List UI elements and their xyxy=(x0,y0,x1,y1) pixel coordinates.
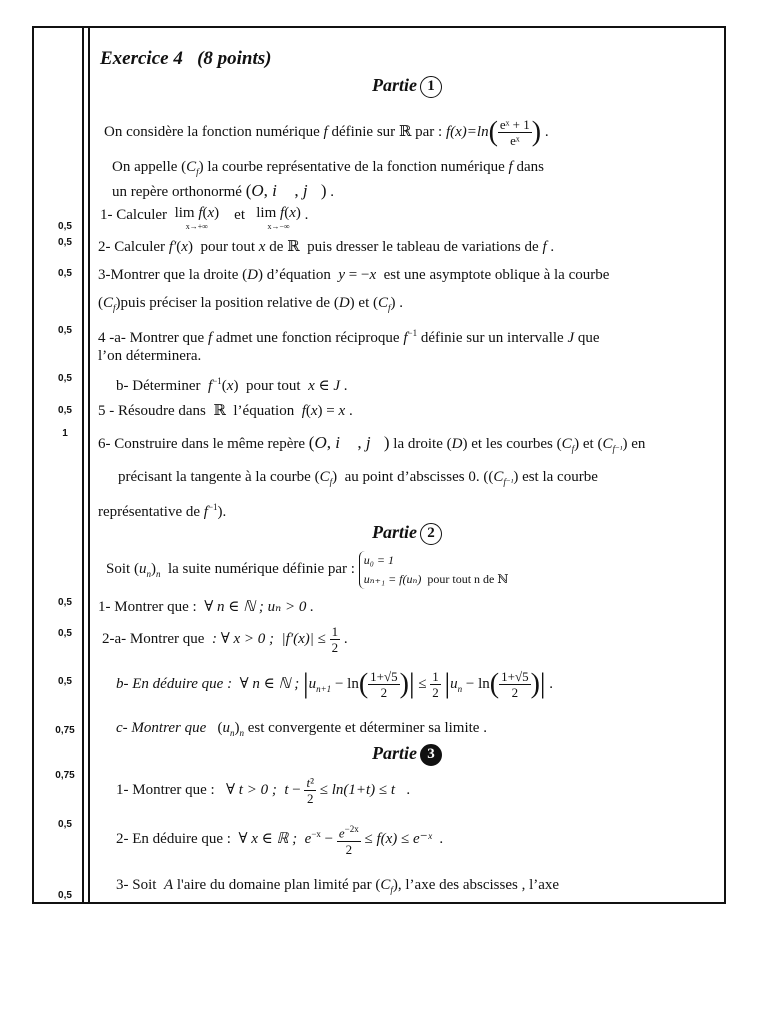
question-3-cont: $(C_f)puis$ préciser la position relative de (D) et $(C_f)$ . xyxy=(98,295,404,313)
partie-2-heading: Partie 2 xyxy=(372,522,442,545)
margin-line-outer xyxy=(82,28,84,902)
score-p2-q2b: 0,5 xyxy=(58,676,72,687)
number-circle-icon: 3 xyxy=(420,744,442,766)
score-p3-q1: 0,75 xyxy=(55,770,75,781)
question-2: 2- Calculer f′(x) pour tout x de ℝ puis dresser le tableau de variations de f . xyxy=(98,239,555,255)
p2-question-2c: c- Montrer que $(u_n)_n$ est convergente et déterminer sa limite . xyxy=(116,720,487,738)
score-q1: 0,5 xyxy=(58,221,72,232)
question-4a-cont: l’on déterminera. xyxy=(98,348,202,364)
score-q2: 0,5 xyxy=(58,237,72,248)
p3-question-3: 3- Soit A l'aire du domaine plan limité par $(C_f)$, l’axe des abscisses , l’axe xyxy=(116,877,560,895)
number-circle-icon: 1 xyxy=(420,76,442,98)
question-4a: 4 -a- Montrer que f admet une fonction réciproque $f^{-1}$ définie sur un intervalle J que xyxy=(98,328,600,346)
number-circle-icon: 2 xyxy=(420,523,442,545)
score-q6: 1 xyxy=(62,428,68,439)
curve-definition: On appelle $(C_f)$ la courbe représentative de la fonction numérique f dans xyxy=(112,159,544,177)
score-q4a: 0,5 xyxy=(58,325,72,336)
score-q3: 0,5 xyxy=(58,268,72,279)
question-5: 5 - Résoudre dans ℝ l’équation f(x) = x . xyxy=(98,403,353,419)
question-6: 6- Construire dans le même repère (O, i⃗ , j⃗) la droite (D) et les courbes $(C_f)$ et $(C_{f^{-1}})$ en xyxy=(98,433,646,454)
score-p3-q3: 0,5 xyxy=(58,890,72,901)
p3-question-2: 2- En déduire que : ∀ x ∈ ℝ ; $e^{-x}$ − $\frac{e^{-2x}}{2}$ ≤ f(x) ≤ e⁻ˣ . xyxy=(116,824,444,857)
question-3: 3-Montrer que la droite (D) d’équation y = −x est une asymptote oblique à la courbe xyxy=(98,267,610,283)
score-p2-q2c: 0,75 xyxy=(55,725,75,736)
score-q5: 0,5 xyxy=(58,405,72,416)
partie-3-heading: Partie 3 xyxy=(372,743,442,766)
score-q4b: 0,5 xyxy=(58,373,72,384)
margin-line-inner xyxy=(88,28,90,902)
question-6-cont: précisant la tangente à la courbe $(C_f)$ au point d’abscisses 0. ($(C_{f^{-1}})$ est la courbe xyxy=(118,469,598,487)
exercise-title: Exercice 4 (8 points) xyxy=(100,48,272,69)
score-p3-q2: 0,5 xyxy=(58,819,72,830)
p2-question-1: 1- Montrer que : ∀ n ∈ ℕ ; uₙ > 0 . xyxy=(98,599,314,615)
score-p2-q1: 0,5 xyxy=(58,597,72,608)
score-p2-q2a: 0,5 xyxy=(58,628,72,639)
repere-line: un repère orthonormé (O, i⃗ , j⃗) . xyxy=(112,181,334,200)
question-4b: b- Déterminer $f^{-1}(x)$ pour tout x ∈ J . xyxy=(116,376,348,394)
p3-question-1: 1- Montrer que : ∀ t > 0 ; t − $\frac{\text{t²}}{2}$ ≤ ln(1+t) ≤ t . xyxy=(116,775,411,807)
question-6-cont2: représentative de $f^{-1}$). xyxy=(98,502,227,520)
function-definition: On considère la fonction numérique f définie sur ℝ par : f(x)=ln( $\frac{\text{eˣ + 1}}{\text{eˣ}}$ ) . xyxy=(104,116,549,149)
p2-question-2a: 2-a- Montrer que : ∀ x > 0 ; |f′(x)| ≤ $\frac{1}{2}$ . xyxy=(102,624,348,655)
p2-question-2b: b- En déduire que : ∀ n ∈ ℕ ; $|u_{n+1} - \ln$( $\frac{1+√5}{2}$ )| ≤ $\frac{1}{2}$ $|u_n - \ln$( $\frac{1+√5}{2}$ )| . xyxy=(116,668,554,701)
question-1: 1- Calculer lim f(x) x→+∞ et lim f(x) x→−∞ . xyxy=(100,205,309,231)
sequence-definition: Soit $(u_n)_n$ la suite numérique définie par : u₀ = 1 uₙ₊₁ = f(uₙ) pour tout n de ℕ xyxy=(106,548,508,595)
partie-1-heading: Partie 1 xyxy=(372,75,442,98)
